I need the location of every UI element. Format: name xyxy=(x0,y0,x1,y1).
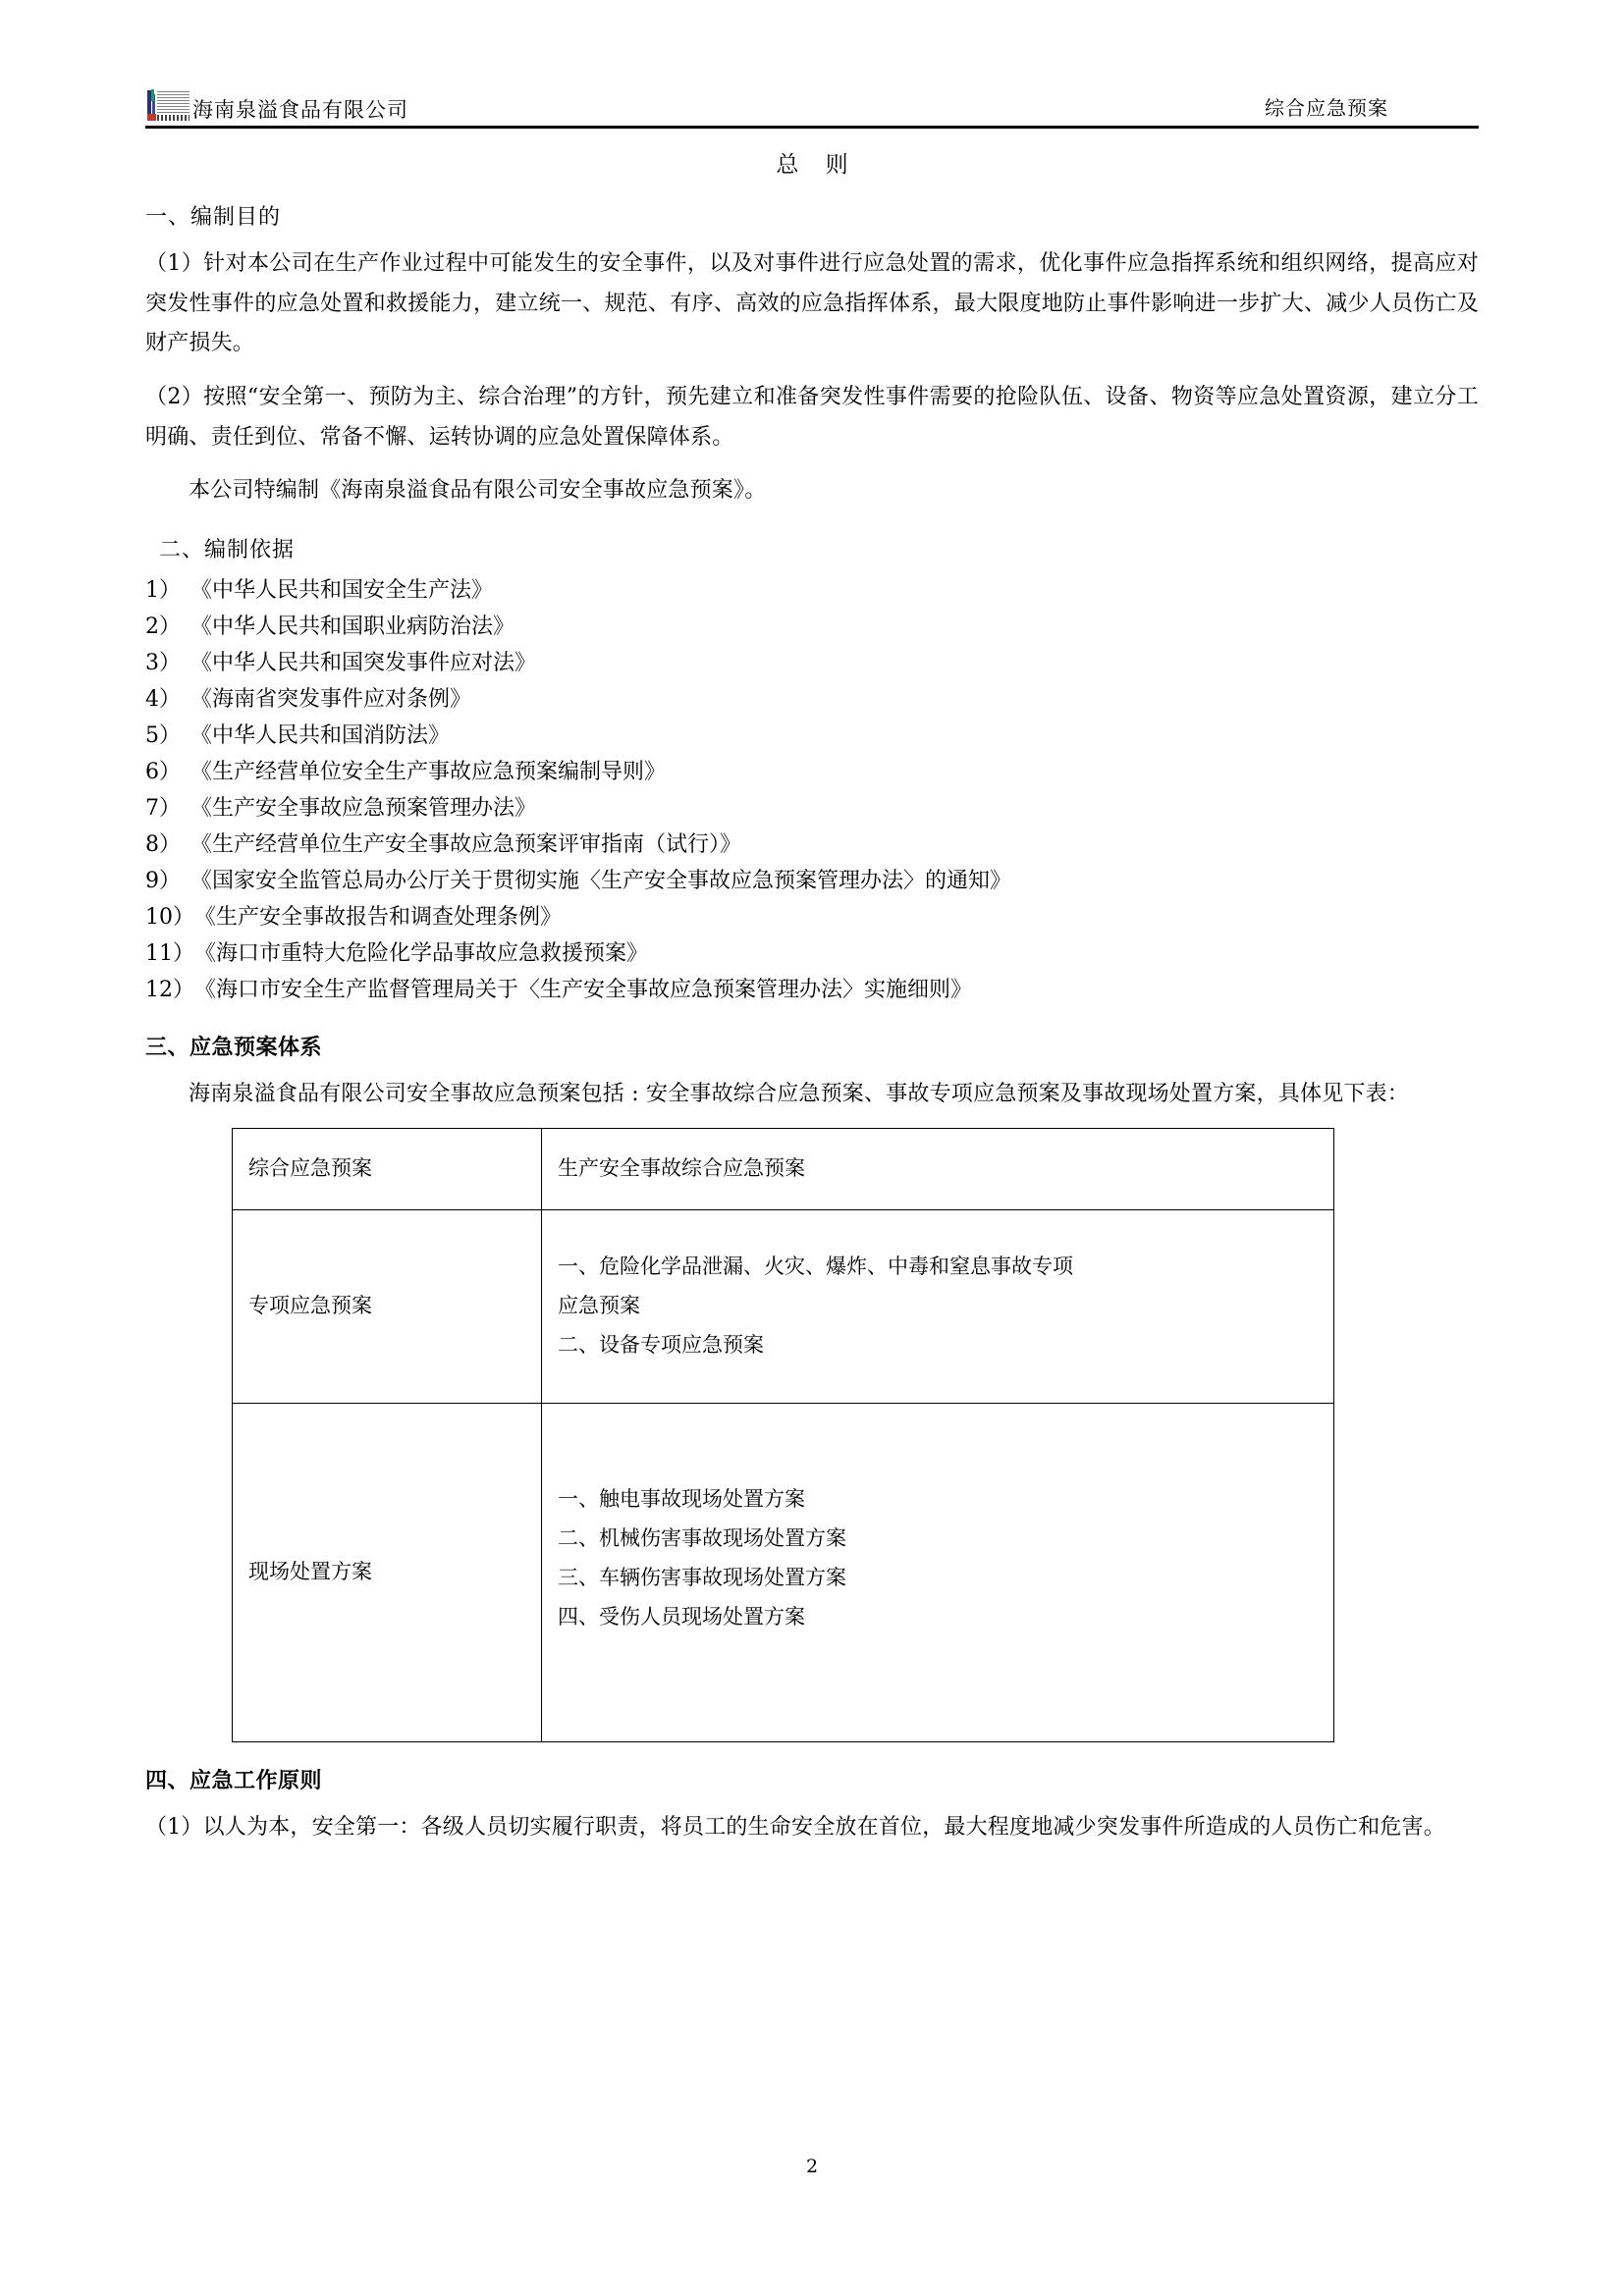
header-document-type: 综合应急预案 xyxy=(1265,96,1388,120)
list-item-number: 4） xyxy=(145,686,181,712)
table-cell-line: 二、设备专项应急预案 xyxy=(558,1333,764,1358)
list-item-label: 《海南省突发事件应对条例》 xyxy=(190,686,472,712)
basis-reference-list xyxy=(145,573,1479,1008)
list-item-label: 《海口市安全生产监督管理局关于〈生产安全事故应急预案管理办法〉实施细则》 xyxy=(194,977,973,1002)
running-header xyxy=(145,75,1479,129)
list-item xyxy=(145,610,1479,646)
list-item-number: 2） xyxy=(145,614,181,640)
list-item xyxy=(145,573,1479,610)
list-item xyxy=(145,646,1479,682)
company-logo-icon xyxy=(145,88,190,122)
heading-purpose: 一、编制目的 xyxy=(145,205,282,230)
table-cell-label: 综合应急预案 xyxy=(233,1129,542,1210)
list-item-number: 12） xyxy=(145,977,194,1002)
list-item xyxy=(145,682,1479,719)
list-item xyxy=(145,828,1479,864)
table-row xyxy=(233,1129,1334,1210)
list-item-label: 《生产安全事故应急预案管理办法》 xyxy=(190,795,537,821)
list-item xyxy=(145,719,1479,755)
table-row xyxy=(233,1210,1334,1404)
list-item-label: 《生产经营单位生产安全事故应急预案评审指南（试行）》 xyxy=(190,831,742,857)
page-number: 2 xyxy=(805,2156,819,2177)
list-item xyxy=(145,900,1479,936)
list-item-label: 《中华人民共和国消防法》 xyxy=(190,722,451,748)
plan-table-container xyxy=(145,1128,1479,1742)
list-item-label: 《中华人民共和国安全生产法》 xyxy=(190,578,494,604)
list-item-number: 10） xyxy=(145,904,194,930)
list-item xyxy=(145,973,1479,1009)
list-item xyxy=(145,791,1479,828)
header-left-group xyxy=(145,88,408,122)
list-item-label: 《中华人民共和国突发事件应对法》 xyxy=(190,651,537,676)
principles-paragraph-1: （1）以人为本，安全第一：各级人员切实履行职责，将员工的生命安全放在首位，最大程度地减少突发事件所造成的人员伤亡和危害。 xyxy=(145,1815,1446,1841)
table-cell-line: 三、车辆伤害事故现场处置方案 xyxy=(558,1566,846,1590)
table-cell-line: 四、受伤人员现场处置方案 xyxy=(558,1605,805,1629)
list-item-label: 《国家安全监管总局办公厅关于贯彻实施〈生产安全事故应急预案管理办法〉的通知》 xyxy=(190,868,1012,893)
list-item-number: 3） xyxy=(145,651,181,676)
header-company-name: 海南泉溢食品有限公司 xyxy=(192,98,408,122)
table-cell-label: 专项应急预案 xyxy=(233,1210,542,1404)
list-item-number: 5） xyxy=(145,722,181,748)
list-item xyxy=(145,864,1479,900)
plan-system-intro: 海南泉溢食品有限公司安全事故应急预案包括 : 安全事故综合应急预案、事故专项应急预案及事故现场处置方案，具体见下表： xyxy=(189,1081,1410,1106)
table-cell-line: 应急预案 xyxy=(558,1294,640,1318)
purpose-paragraph-1: （1）针对本公司在生产作业过程中可能发生的安全事件，以及对事件进行应急处置的需求，优化事件应急指挥系统和组织网络，提高应对突发性事件的应急处置和救援能力，建立统一、规范、有序、高效的应急指挥体系，最大限度地防止事件影响进一步扩大、减少人员伤亡及财产损失。 xyxy=(145,251,1479,356)
heading-plan-system: 三、应急预案体系 xyxy=(145,1035,323,1060)
list-item xyxy=(145,755,1479,791)
table-cell-line: 生产安全事故综合应急预案 xyxy=(558,1156,805,1181)
list-item-label: 《海口市重特大危险化学品事故应急救援预案》 xyxy=(194,940,649,966)
table-cell-value xyxy=(542,1210,1334,1404)
table-cell-value xyxy=(542,1404,1334,1742)
list-item-number: 6） xyxy=(145,759,181,784)
list-item-number: 1） xyxy=(145,578,181,604)
table-cell-line: 一、危险化学品泄漏、火灾、爆炸、中毒和窒息事故专项 xyxy=(558,1255,1073,1279)
list-item-label: 《中华人民共和国职业病防治法》 xyxy=(190,614,515,640)
list-item-number: 8） xyxy=(145,831,181,857)
heading-work-principles: 四、应急工作原则 xyxy=(145,1769,323,1794)
list-item-number: 7） xyxy=(145,795,181,821)
table-cell-line: 一、触电事故现场处置方案 xyxy=(558,1487,805,1512)
list-item-label: 《生产安全事故报告和调查处理条例》 xyxy=(194,904,563,930)
table-row xyxy=(233,1404,1334,1742)
table-cell-label: 现场处置方案 xyxy=(233,1404,542,1742)
emergency-plan-table xyxy=(232,1128,1334,1742)
list-item-number: 11） xyxy=(145,940,194,966)
table-cell-value xyxy=(542,1129,1334,1210)
page-content xyxy=(145,75,1479,1862)
list-item-number: 9） xyxy=(145,868,181,893)
page-title: 总 则 xyxy=(776,152,858,178)
heading-basis: 二、编制依据 xyxy=(159,538,296,563)
table-cell-line: 二、机械伤害事故现场处置方案 xyxy=(558,1526,846,1551)
purpose-paragraph-3: 本公司特编制《海南泉溢食品有限公司安全事故应急预案》。 xyxy=(189,478,767,504)
purpose-paragraph-2: （2）按照“安全第一、预防为主、综合治理”的方针，预先建立和准备突发性事件需要的抢险队伍、设备、物资等应急处置资源，建立分工明确、责任到位、常备不懈、运转协调的应急处置保障体系。 xyxy=(145,385,1479,450)
list-item-label: 《生产经营单位安全生产事故应急预案编制导则》 xyxy=(190,759,667,784)
list-item xyxy=(145,936,1479,973)
